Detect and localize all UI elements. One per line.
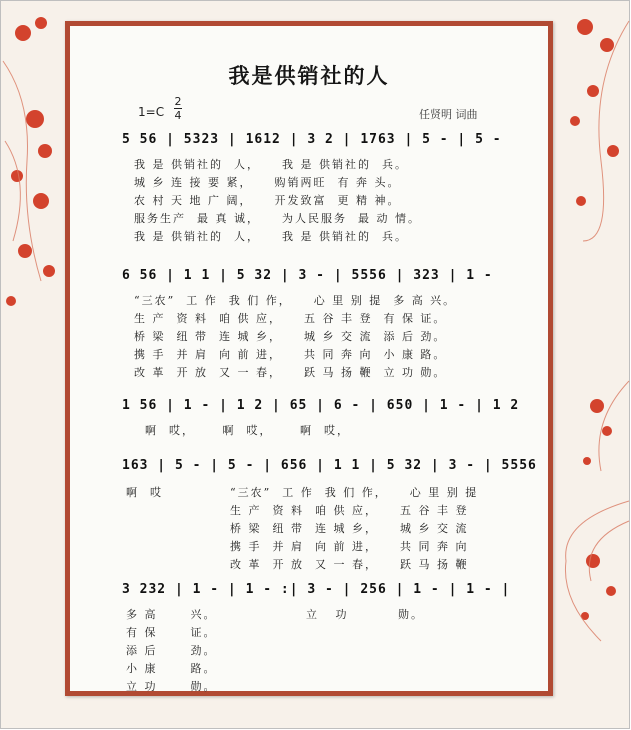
lyric-v1-5: 我 是 供销社的 人， 我 是 供销社的 兵。 — [134, 230, 408, 243]
score-sheet — [65, 21, 553, 696]
key-signature: 1=C — [138, 105, 165, 119]
lyric-v1-3: 农 村 天 地 广 阔， 开发致富 更 精 神。 — [134, 194, 401, 207]
lyric-l4-2: 生 产 资 料 咱 供 应， 五 谷 丰 登 — [230, 504, 469, 517]
lyric-v2-3: 桥 梁 纽 带 连 城 乡， 城 乡 交 流 添 后 劲。 — [134, 330, 447, 343]
lyric-l4-5: 改 革 开 放 又 一 春， 跃 马 扬 鞭 — [230, 558, 469, 571]
lyric-l4-4: 携 手 并 肩 向 前 进， 共 同 奔 向 — [230, 540, 469, 553]
lyric-end-1: 多 高 兴。 — [126, 608, 217, 621]
lyric-v2-1: “三农” 工 作 我 们 作， 心 里 别 提 多 高 兴。 — [134, 294, 457, 307]
lyric-end-2: 有 保 证。 — [126, 626, 217, 639]
lyric-v1-1: 我 是 供销社的 人， 我 是 供销社的 兵。 — [134, 158, 408, 171]
lyric-l4-1: “三农” 工 作 我 们 作， 心 里 别 提 — [230, 486, 479, 499]
lyric-end-4: 小 康 路。 — [126, 662, 217, 675]
composer-credit: 任贤明 词曲 — [419, 108, 478, 121]
staff-line-3: 1 56 | 1 - | 1 2 | 65 | 6 - | 650 | 1 - | 1 2 — [122, 398, 520, 413]
lyric-v1-2: 城 乡 连 接 要 紧， 购销两旺 有 奔 头。 — [134, 176, 401, 189]
lyric-end-3: 添 后 劲。 — [126, 644, 217, 657]
meter-bottom: 4 — [174, 109, 182, 122]
lyric-refrain: 啊 哎， 啊 哎， 啊 哎， — [134, 424, 350, 437]
lyric-v1-4: 服务生产 最 真 诚， 为人民服务 最 动 情。 — [134, 212, 421, 225]
lyric-l4-0: 啊 哎 — [126, 486, 163, 499]
lyric-v2-4: 携 手 并 肩 向 前 进， 共 同 奔 向 小 康 路。 — [134, 348, 447, 361]
lyric-end-last: 立 功 勋。 — [306, 608, 424, 621]
staff-line-1: 5 56 | 5323 | 1612 | 3 2 | 1763 | 5 - | 5 - — [122, 132, 502, 147]
song-title: 我是供销社的人 — [228, 63, 390, 88]
lyric-end-5: 立 功 勋。 — [126, 680, 217, 693]
staff-line-5: 3 232 | 1 - | 1 - :| 3 - | 256 | 1 - | 1 - | — [122, 582, 511, 597]
lyric-v2-5: 改 革 开 放 又 一 春， 跃 马 扬 鞭 立 功 勋。 — [134, 366, 447, 379]
meter-top: 2 — [174, 95, 182, 108]
staff-line-4: 163 | 5 - | 5 - | 656 | 1 1 | 5 32 | 3 - | 5556 — [122, 458, 537, 473]
lyric-l4-3: 桥 梁 纽 带 连 城 乡， 城 乡 交 流 — [230, 522, 469, 535]
lyric-v2-2: 生 产 资 料 咱 供 应， 五 谷 丰 登 有 保 证。 — [134, 312, 447, 325]
staff-line-2: 6 56 | 1 1 | 5 32 | 3 - | 5556 | 323 | 1 - — [122, 268, 493, 283]
time-signature — [174, 96, 182, 121]
